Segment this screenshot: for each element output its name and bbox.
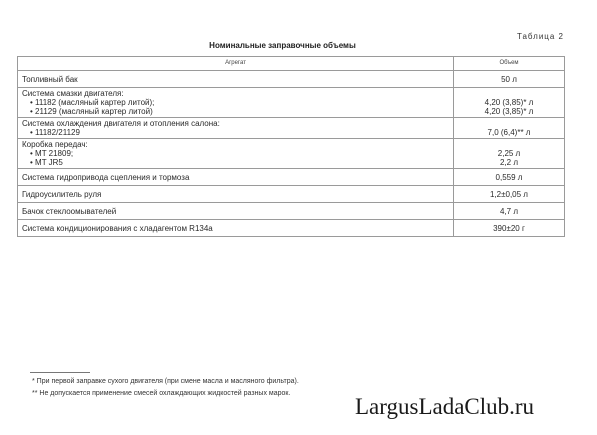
unit-cell: Система гидропривода сцепления и тормоза (18, 169, 454, 186)
table-header-row (18, 57, 565, 71)
unit-cell: Топливный бак (18, 71, 454, 88)
unit-cell: Коробка передач: • MT 21809; • MT JR5 (18, 139, 454, 169)
table-number: Таблица 2 (516, 32, 564, 41)
footnote-oil: * При первой заправке сухого двигателя (при смене масла и масляного фильтра). (32, 378, 299, 385)
column-header-volume: Объем (454, 57, 565, 71)
unit-cell: Система кондиционирования с хладагентом R134a (18, 220, 454, 237)
volume-cell: 1,2±0,05 л (454, 186, 565, 203)
volume-cell: 0,559 л (454, 169, 565, 186)
table-row (18, 169, 565, 186)
volume-cell: 2,25 л 2,2 л (454, 139, 565, 169)
unit-cell: Система охлаждения двигателя и отопления салона: • 11182/21129 (18, 118, 454, 139)
table-row (18, 118, 565, 139)
column-header-unit: Агрегат (18, 57, 454, 71)
volume-cell: 50 л (454, 71, 565, 88)
table-row (18, 71, 565, 88)
table-row (18, 139, 565, 169)
footnote-divider (30, 372, 90, 373)
site-watermark: LargusLadaClub.ru (355, 394, 535, 419)
footnote-coolant: ** Не допускается применение смесей охлаждающих жидкостей разных марок. (32, 390, 291, 397)
table-row (18, 220, 565, 237)
volume-cell: 7,0 (6,4)** л (454, 118, 565, 139)
fill-volumes-table (17, 56, 565, 237)
table-row (18, 186, 565, 203)
unit-cell: Бачок стеклоомывателей (18, 203, 454, 220)
volume-cell: 4,20 (3,85)* л 4,20 (3,85)* л (454, 88, 565, 118)
volume-cell: 390±20 г (454, 220, 565, 237)
unit-cell: Система смазки двигателя: • 11182 (масляный картер литой); • 21129 (масляный картер литой) (18, 88, 454, 118)
table-row (18, 88, 565, 118)
unit-cell: Гидроусилитель руля (18, 186, 454, 203)
table-title: Номинальные заправочные объемы (209, 41, 356, 50)
volume-cell: 4,7 л (454, 203, 565, 220)
table-row (18, 203, 565, 220)
